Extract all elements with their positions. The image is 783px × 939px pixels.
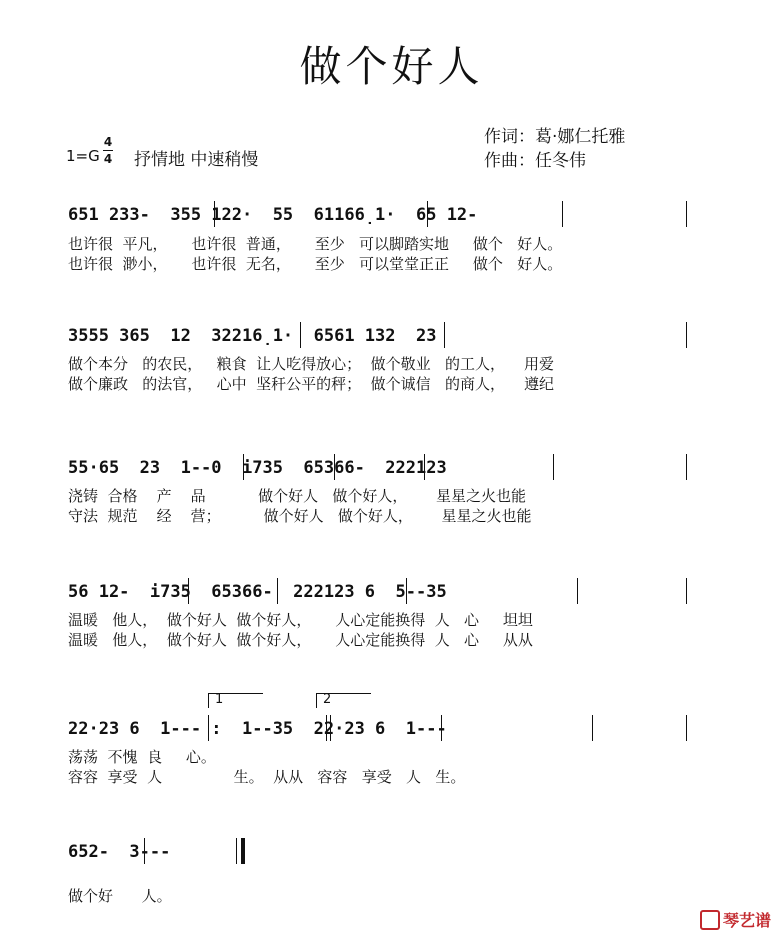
- staff-3-lyric-2: 守法 规范 经 营； 做个好人 做个好人， 星星之火也能: [68, 507, 532, 525]
- barline: [406, 578, 407, 604]
- staff-4-notes: 56 12- i735 65366- 222123 6 5--35: [68, 582, 447, 602]
- volta-1: [208, 693, 263, 708]
- staff-5-lyric-2: 容容 享受 人 生。 从从 容容 享受 人 生。: [68, 768, 466, 786]
- barline: [441, 715, 442, 741]
- barline: [144, 838, 145, 864]
- barline: [277, 578, 278, 604]
- barline: [427, 201, 428, 227]
- barline: [188, 578, 189, 604]
- time-sig-top: 4: [103, 135, 113, 149]
- staff-2-notes: 3555 365 12 32216̣1· 6561 132 23: [68, 326, 437, 346]
- staff-6-lyric-1: 做个好 人。: [68, 887, 172, 905]
- barline: [300, 322, 301, 348]
- logo-text: 琴艺谱: [722, 911, 771, 930]
- time-sig-bottom: 4: [103, 152, 113, 166]
- staff-3-lyric-1: 浇铸 合格 产 品 做个好人 做个好人， 星星之火也能: [68, 487, 527, 505]
- volta-2-label: 2: [323, 692, 332, 707]
- lyricist-credit: 作词：葛·娜仁托雅: [484, 127, 626, 147]
- barline: [243, 454, 244, 480]
- barline: [553, 454, 554, 480]
- barline: [214, 201, 215, 227]
- logo-icon: [700, 910, 720, 930]
- barline: [562, 201, 563, 227]
- staff-1-lyric-1: 也许很 平凡， 也许很 普通， 至少 可以脚踏实地 做个 好人。: [68, 235, 563, 253]
- staff-1-notes: 651 233- 355 122· 55 61166̣1· 65 12-: [68, 205, 478, 225]
- key-signature: 1=G: [66, 147, 100, 165]
- staff-4-lyric-1: 温暖 他人， 做个好人 做个好人， 人心定能换得 人 心 坦坦: [68, 611, 533, 629]
- tempo-marking: 抒情地 中速稍慢: [134, 150, 259, 170]
- volta-1-label: 1: [215, 692, 224, 707]
- time-signature: [103, 134, 113, 167]
- staff-2-lyric-1: 做个本分 的农民， 粮食 让人吃得放心； 做个敬业 的工人， 用爱: [68, 355, 555, 373]
- song-title: 做个好人: [299, 42, 484, 91]
- barline: [208, 715, 209, 741]
- barline: [686, 715, 687, 741]
- site-logo: [700, 908, 771, 931]
- repeat-barline: [330, 715, 331, 741]
- barline: [424, 454, 425, 480]
- barline: [444, 322, 445, 348]
- staff-4-lyric-2: 温暖 他人， 做个好人 做个好人， 人心定能换得 人 心 从从: [68, 631, 533, 649]
- volta-2: [316, 693, 371, 708]
- staff-1-lyric-2: 也许很 渺小， 也许很 无名， 至少 可以堂堂正正 做个 好人。: [68, 255, 563, 273]
- staff-2-lyric-2: 做个廉政 的法官， 心中 坚秆公平的秤； 做个诚信 的商人， 遵纪: [68, 375, 555, 393]
- staff-3-notes: 55·65 23 1--0 i735 65366- 222123: [68, 458, 447, 478]
- staff-5-notes: 22·23 6 1--- : 1--35 22·23 6 1---: [68, 719, 447, 739]
- final-barline-thin: [236, 838, 237, 864]
- barline: [577, 578, 578, 604]
- final-barline-thick: [241, 838, 245, 864]
- barline: [686, 201, 687, 227]
- staff-6-notes: 652- 3---: [68, 842, 171, 862]
- barline: [686, 322, 687, 348]
- repeat-barline: [326, 715, 327, 741]
- barline: [686, 454, 687, 480]
- staff-5-lyric-1: 荡荡 不愧 良 心。: [68, 748, 216, 766]
- barline: [686, 578, 687, 604]
- barline: [592, 715, 593, 741]
- composer-credit: 作曲：任冬伟: [484, 151, 586, 171]
- barline: [334, 454, 335, 480]
